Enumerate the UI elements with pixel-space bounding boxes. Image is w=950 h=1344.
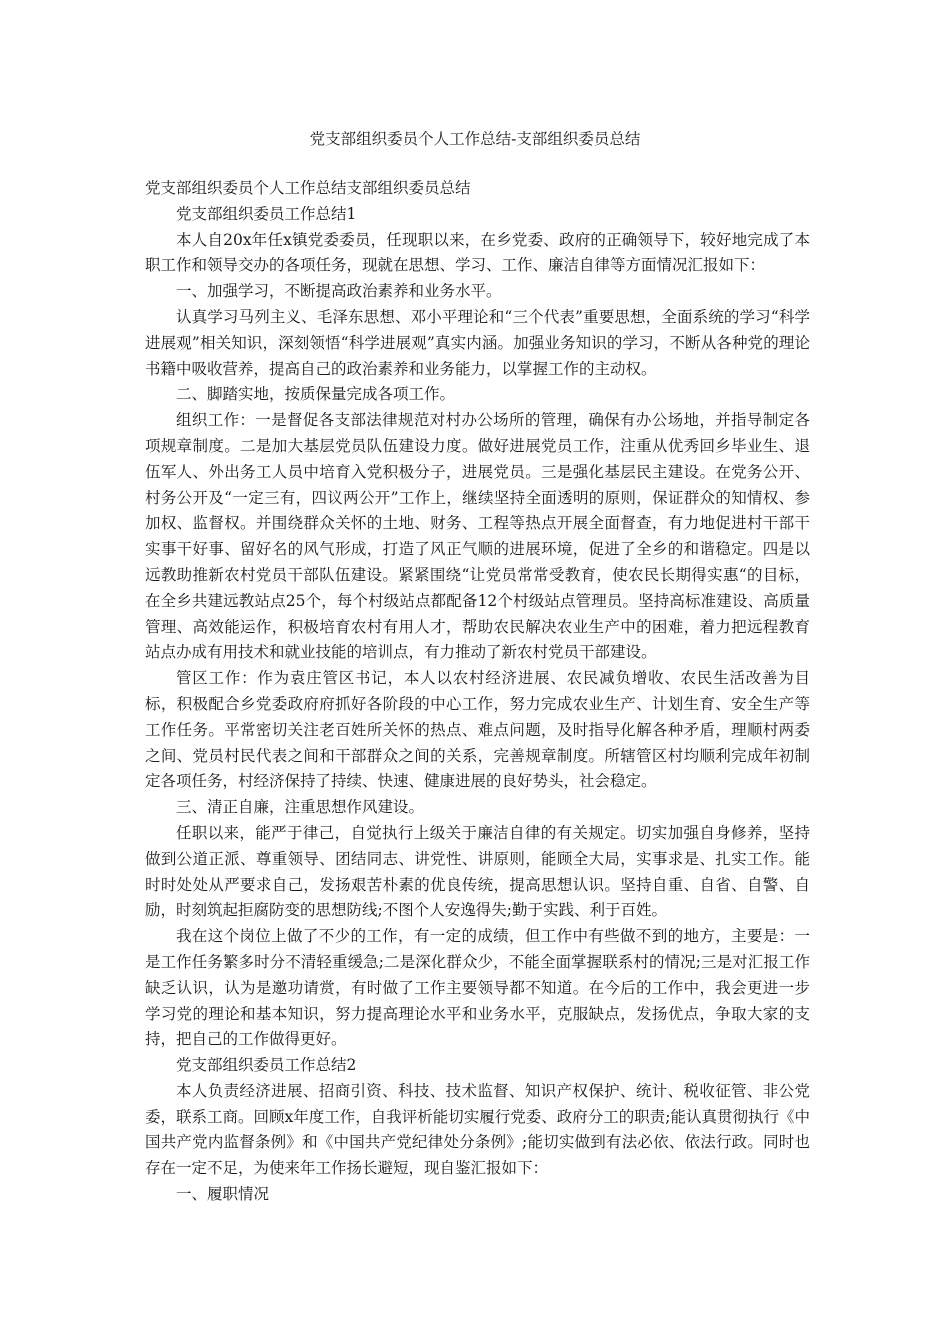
document-title: 党支部组织委员个人工作总结-支部组织委员总结 — [309, 130, 641, 148]
paragraph: 一、加强学习，不断提高政治素养和业务水平。 — [176, 282, 502, 301]
paragraph: 党支部组织委员工作总结1 — [176, 204, 357, 223]
paragraph: 二、脚踏实地，按质保量完成各项工作。 — [176, 385, 456, 404]
paragraph: 组织工作：一是督促各支部法律规范对村办公场所的管理，确保有办公场地，并指导制定各项规章制度。二是加大基层党员队伍建设力度。做好进展党员工作，注重从优秀回乡毕业生、退伍军人、外出务工人员中培育入党积极分子，进展党员。三是强化基层民主建设。在党务公开、村务公开及“一定三有，四议两公开”工作上，继续坚持全面透明的原则，保证群众的知情权、参加权、监督权。并围绕群众关怀的土地、财务、工程等热点开展全面督查，有力地促进村干部干实事干好事、留好名的风气形成，打造了风正气顺的进展环境，促进了全乡的和谐稳定。四是以远教助推新农村党员干部队伍建设。紧紧围绕“让党员常常受教育，使农民长期得实惠“的目标，在全乡共建远教站点25个，每个村级站点都配备12个村级站点管理员。坚持高标准建设、高质量管理、高效能运作，积极培育农村有用人才，帮助农民解决农业生产中的困难，着力把远程教育站点办成有用技术和就业技能的培训点，有力推动了新农村党员干部建设。 — [145, 411, 810, 662]
document-heading: 党支部组织委员个人工作总结支部组织委员总结 — [145, 179, 471, 197]
paragraph: 认真学习马列主义、毛泽东思想、邓小平理论和“三个代表”重要思想，全面系统的学习“科学进展观”相关知识，深刻领悟“科学进展观”真实内涵。加强业务知识的学习，不断从各种党的理论书籍中吸收营养，提高自己的政治素养和业务能力，以掌握工作的主动权。 — [145, 307, 810, 378]
document-body — [145, 176, 810, 1208]
paragraph: 本人负责经济进展、招商引资、科技、技术监督、知识产权保护、统计、税收征管、非公党委，联系工商。回顾x年度工作，自我评析能切实履行党委、政府分工的职责;能认真贯彻执行《中国共产党内监督条例》和《中国共产党纪律处分条例》;能切实做到有法必依、依法行政。同时也存在一定不足，为使来年工作扬长避短，现自鉴汇报如下： — [145, 1081, 810, 1178]
paragraph: 管区工作：作为袁庄管区书记，本人以农村经济进展、农民减负增收、农民生活改善为目标，积极配合乡党委政府府抓好各阶段的中心工作，努力完成农业生产、计划生育、安全生产等工作任务。平常密切关注老百姓所关怀的热点、难点问题，及时指导化解各种矛盾，理顺村两委之间、党员村民代表之间和干部群众之间的关系，完善规章制度。所辖管区村均顺利完成年初制定各项任务，村经济保持了持续、快速、健康进展的良好势头，社会稳定。 — [145, 669, 810, 791]
paragraph: 党支部组织委员工作总结2 — [176, 1056, 357, 1075]
paragraph: 我在这个岗位上做了不少的工作，有一定的成绩，但工作中有些做不到的地方，主要是：一是工作任务繁多时分不清轻重缓急;二是深化群众少，不能全面掌握联系村的情况;三是对汇报工作缺乏认识，认为是邀功请赏，有时做了工作主要领导都不知道。在今后的工作中，我会更进一步学习党的理论和基本知识，努力提高理论水平和业务水平，克服缺点，发扬优点，争取大家的支持，把自己的工作做得更好。 — [145, 927, 810, 1049]
paragraph: 一、履职情况 — [176, 1185, 270, 1204]
paragraph: 任职以来，能严于律己，自觉执行上级关于廉洁自律的有关规定。切实加强自身修养，坚持做到公道正派、尊重领导、团结同志、讲党性、讲原则，能顾全大局，实事求是、扎实工作。能时时处处从严要求自己，发扬艰苦朴素的优良传统，提高思想认识。坚持自重、自省、自警、自励，时刻筑起拒腐防变的思想防线;不图个人安逸得失;勤于实践、利于百姓。 — [145, 823, 810, 920]
paragraph: 本人自20x年任x镇党委委员，任现职以来，在乡党委、政府的正确领导下，较好地完成了本职工作和领导交办的各项任务，现就在思想、学习、工作、廉洁自律等方面情况汇报如下： — [145, 230, 810, 275]
paragraph: 三、清正自廉，注重思想作风建设。 — [176, 798, 425, 817]
